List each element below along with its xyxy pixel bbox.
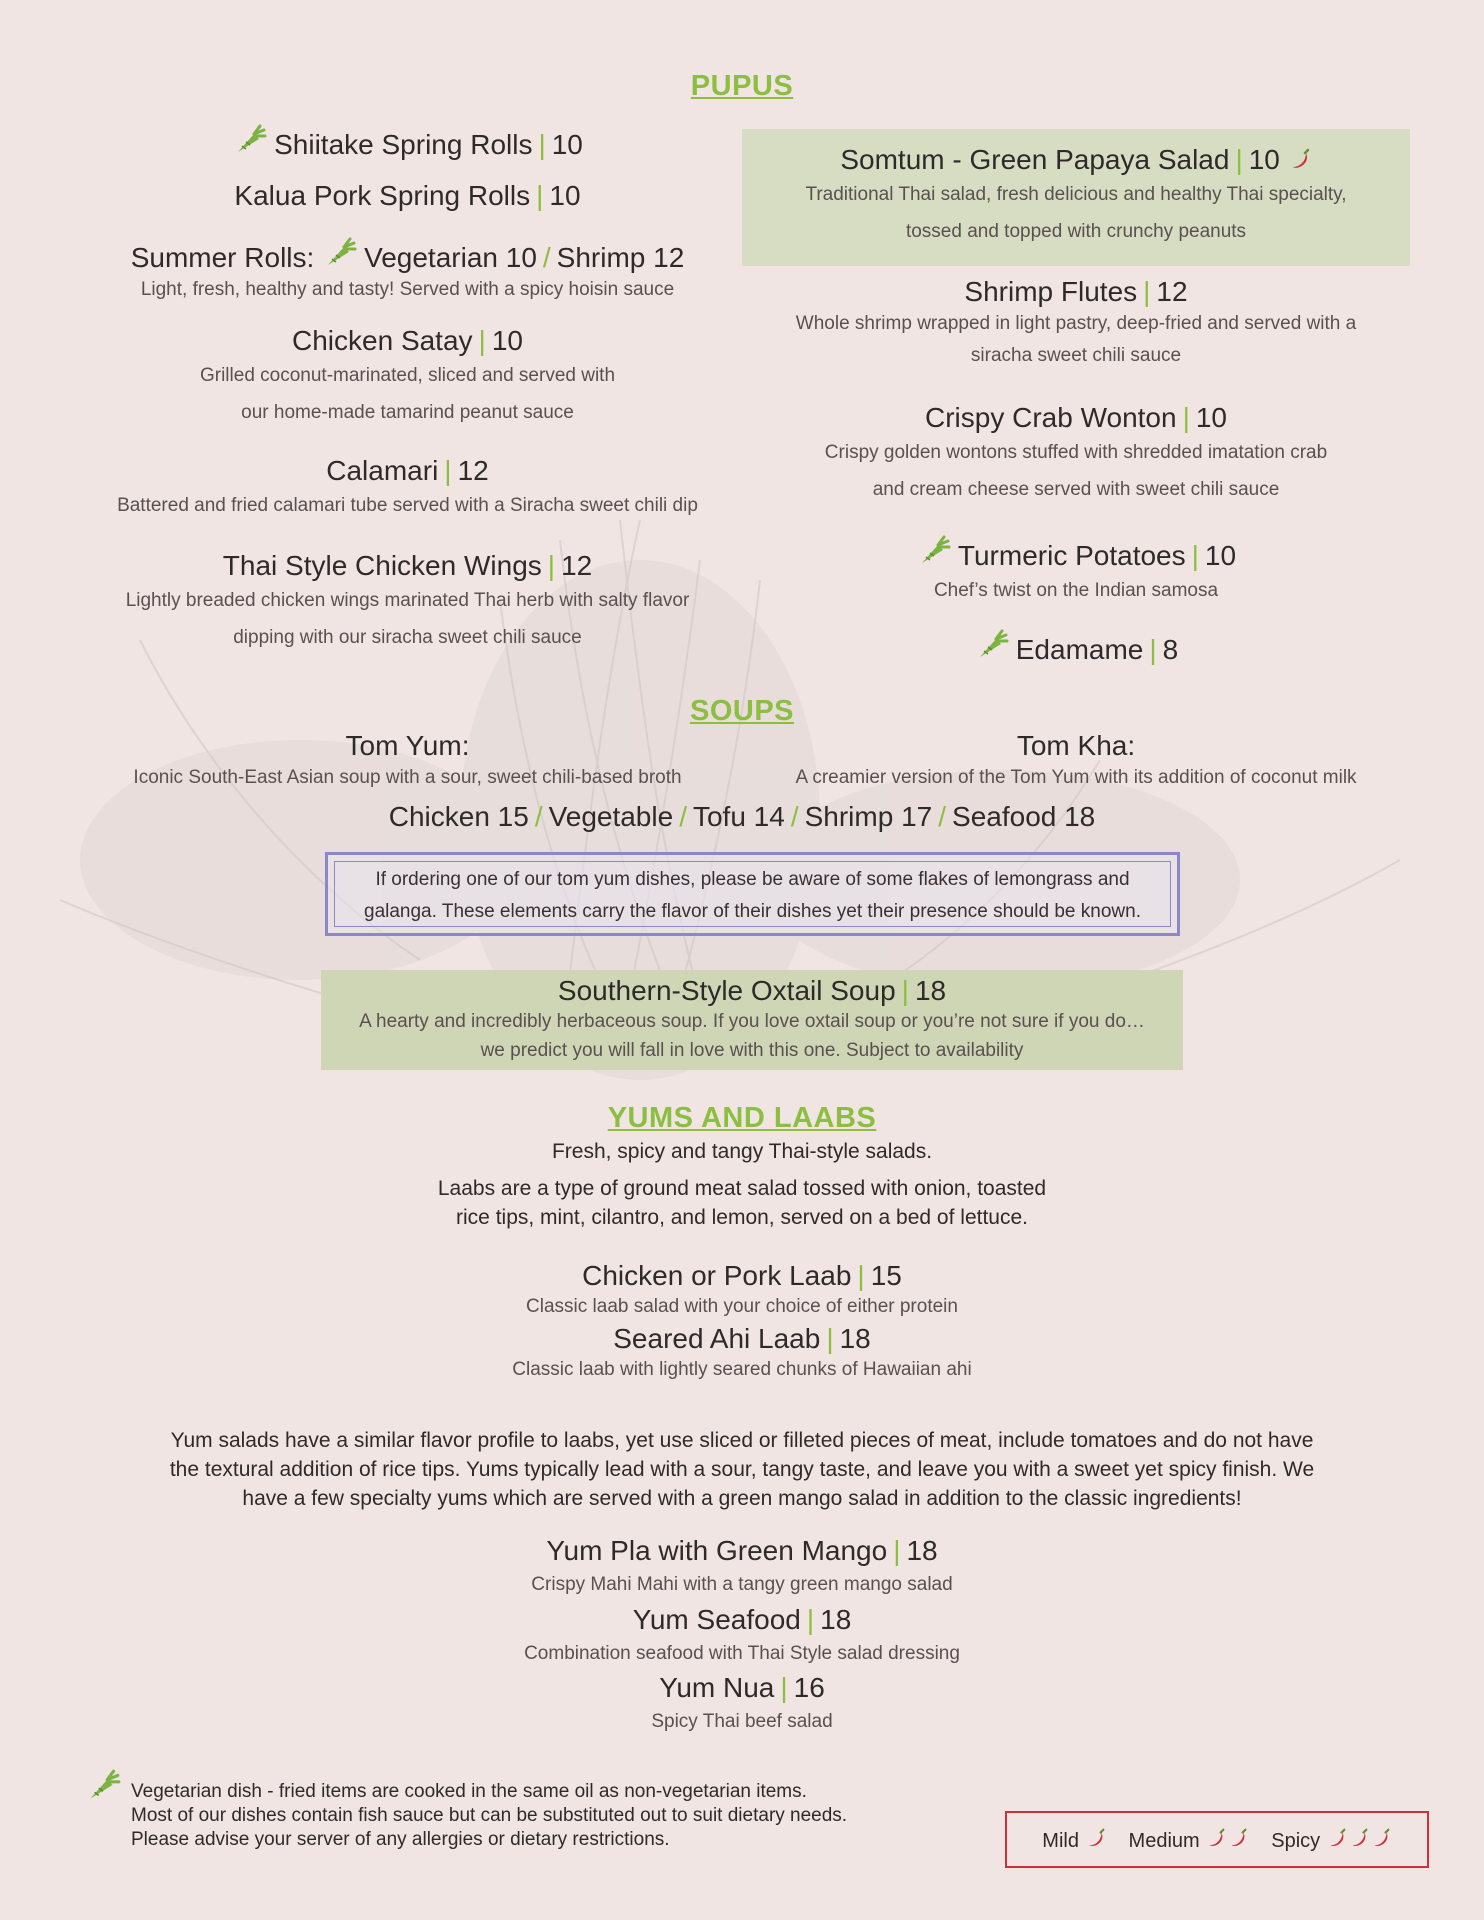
item-name: Shiitake Spring Rolls [274, 129, 533, 160]
item-description: Crispy Mahi Mahi with a tangy green mango salad [531, 1574, 953, 1595]
yum-intro-line3: have a few specialty yums which are served with a green mango salad in addition to the classic ingredients! [242, 1487, 1242, 1510]
laab-intro [0, 1174, 1484, 1232]
chili-icon [1326, 1827, 1348, 1849]
separator: | [1143, 276, 1151, 307]
yum-intro-line1: Yum salads have a similar flavor profile to laabs, yet use sliced or filleted pieces of meat, include tomatoes and do not have [170, 1429, 1314, 1452]
item-description: Battered and fried calamari tube served with a Siracha sweet chili dip [117, 495, 698, 516]
item-description: Light, fresh, healthy and tasty! Served with a spicy hoisin sauce [140, 279, 675, 300]
item-description-line2: dipping with our siracha sweet chili sauce [233, 627, 582, 648]
item-description-line2: tossed and topped with crunchy peanuts [905, 221, 1247, 242]
menu-item-edamame [742, 627, 1410, 666]
separator: | [1191, 540, 1199, 571]
item-price: 10 [549, 180, 581, 211]
option-shrimp: Shrimp 12 [556, 242, 685, 273]
item-name: Southern-Style Oxtail Soup [557, 975, 896, 1006]
item-name: Calamari [326, 455, 439, 486]
item-price: 18 [906, 1535, 938, 1566]
item-description: Classic laab salad with your choice of either protein [526, 1296, 958, 1317]
chili-icon [1205, 1827, 1227, 1849]
item-name: Yum Nua [659, 1672, 775, 1703]
separator: | [806, 1604, 815, 1635]
menu-item-shiitake-spring-rolls [40, 122, 775, 161]
section-title-soups: SOUPS [689, 695, 795, 727]
menu-item-crispy-crab-wonton [742, 402, 1410, 508]
item-price: 12 [561, 550, 593, 581]
yums-intro: Fresh, spicy and tangy Thai-style salads. [551, 1140, 933, 1163]
separator: | [901, 975, 909, 1006]
item-name: Shrimp Flutes [964, 276, 1138, 307]
item-name: Summer Rolls: [130, 242, 315, 273]
separator: | [538, 129, 546, 160]
legend-medium [1129, 1827, 1250, 1853]
yum-intro [60, 1426, 1424, 1513]
menu-item-thai-style-chicken-wings [40, 550, 775, 656]
item-description: A creamier version of the Tom Yum with its addition of coconut milk [795, 767, 1357, 788]
item-description: Combination seafood with Thai Style salad dressing [524, 1643, 960, 1664]
item-description-line2: we predict you will fall in love with this one. Subject to availability [480, 1040, 1024, 1061]
separator: | [1235, 144, 1243, 175]
item-name: Thai Style Chicken Wings [222, 550, 542, 581]
item-description-line1: Lightly breaded chicken wings marinated Thai herb with salty flavor [125, 590, 690, 611]
chili-icon [1227, 1827, 1249, 1849]
soup-tom-kha [742, 730, 1410, 794]
item-description-line1: Grilled coconut-marinated, sliced and served with [199, 365, 616, 386]
yum-intro-line2: the textural addition of rice tips. Yums typically lead with a sour, tangy taste, and leave you with a sweet yet spicy finish. We [169, 1458, 1315, 1481]
item-price: 10 [1248, 144, 1280, 175]
item-price: 18 [914, 975, 947, 1006]
item-price: 10 [1195, 402, 1227, 433]
lemongrass-notice-box [325, 852, 1180, 936]
item-name: Yum Seafood [632, 1604, 801, 1635]
footer-line3: Please advise your server of any allergies or dietary restrictions. [131, 1829, 670, 1850]
separator: | [478, 325, 486, 356]
menu-item-shrimp-flutes [742, 276, 1410, 372]
menu-item-yum-seafood [0, 1604, 1484, 1672]
item-description: Spicy Thai beef salad [651, 1711, 833, 1732]
menu-item-chicken-or-pork-laab [0, 1260, 1484, 1322]
item-name: Crispy Crab Wonton [924, 402, 1177, 433]
footer-line1: Vegetarian dish - fried items are cooked in the same oil as non-vegetarian items. [131, 1781, 807, 1802]
laab-intro-line1: Laabs are a type of ground meat salad tossed with onion, toasted [437, 1177, 1047, 1200]
option-vegetarian: Vegetarian 10 [364, 242, 537, 273]
menu-item-seared-ahi-laab [0, 1323, 1484, 1385]
item-description-line1: Crispy golden wontons stuffed with shredded imatation crab [824, 442, 1328, 463]
footer-notes [131, 1780, 847, 1852]
item-name: Tom Kha: [1016, 730, 1136, 761]
item-name: Turmeric Potatoes [957, 540, 1186, 571]
item-name: Seared Ahi Laab [613, 1323, 821, 1354]
notice-line1: If ordering one of our tom yum dishes, please be aware of some flakes of lemongrass and [375, 869, 1130, 890]
item-price: 12 [457, 455, 489, 486]
item-description-line2: siracha sweet chili sauce [970, 345, 1182, 366]
notice-line2: galanga. These elements carry the flavor of their dishes yet their presence should be known. [364, 901, 1141, 922]
item-description-line1: Whole shrimp wrapped in light pastry, deep-fried and served with a [795, 313, 1357, 334]
menu-item-kalua-pork-spring-rolls [40, 180, 775, 212]
footer-line2: Most of our dishes contain fish sauce but can be substituted out to suit dietary needs. [131, 1805, 848, 1826]
separator: | [893, 1535, 901, 1566]
item-price: 12 [1156, 276, 1188, 307]
menu-item-calamari [40, 455, 775, 524]
item-price: 18 [839, 1323, 871, 1354]
option-chicken: Chicken 15 [388, 801, 529, 832]
separator: | [547, 550, 556, 581]
item-price: 8 [1162, 634, 1179, 665]
laab-intro-line2: rice tips, mint, cilantro, and lemon, served on a bed of lettuce. [456, 1206, 1028, 1229]
chili-icon [1370, 1827, 1392, 1849]
separator: | [780, 1672, 788, 1703]
item-description: Iconic South-East Asian soup with a sour, sweet chili-based broth [133, 767, 682, 788]
item-description-line2: and cream cheese served with sweet chili sauce [872, 479, 1280, 500]
item-price: 18 [820, 1604, 852, 1635]
slash-separator: / [534, 801, 543, 832]
item-name: Somtum - Green Papaya Salad [840, 144, 1230, 175]
legend-spicy [1271, 1827, 1391, 1853]
item-name: Edamame [1015, 634, 1144, 665]
menu-item-somtum [742, 144, 1410, 250]
item-price: 16 [793, 1672, 825, 1703]
menu-item-summer-rolls [40, 235, 775, 306]
separator: | [536, 180, 544, 211]
item-price: 10 [491, 325, 523, 356]
menu-item-yum-nua [0, 1672, 1484, 1740]
carrot-icon [916, 533, 952, 569]
separator: | [826, 1323, 834, 1354]
slash-separator: / [679, 801, 687, 832]
slash-separator: / [790, 801, 799, 832]
item-description-line2: our home-made tamarind peanut sauce [241, 402, 574, 423]
separator: | [1182, 402, 1190, 433]
item-name: Tom Yum: [345, 730, 470, 761]
chili-icon [1348, 1827, 1370, 1849]
option-seafood: Seafood 18 [952, 801, 1096, 832]
soup-oxtail [321, 975, 1183, 1065]
item-name: Chicken Satay [292, 325, 473, 356]
item-description-line1: Traditional Thai salad, fresh delicious and healthy Thai specialty, [805, 184, 1347, 205]
item-description: Classic laab with lightly seared chunks of Hawaiian ahi [512, 1359, 972, 1380]
legend-mild [1042, 1827, 1106, 1853]
item-description: Chef’s twist on the Indian samosa [933, 580, 1219, 601]
section-title-yums-and-laabs: YUMS AND LAABS [607, 1102, 877, 1134]
item-description-line1: A hearty and incredibly herbaceous soup. If you love oxtail soup or you’re not sure if you do… [359, 1011, 1145, 1032]
legend-spicy-label: Spicy [1271, 1829, 1321, 1852]
option-vegetable: Vegetable [548, 801, 674, 832]
separator: | [444, 455, 452, 486]
separator: | [1149, 634, 1157, 665]
carrot-icon [84, 1767, 122, 1805]
soup-tom-yum [40, 730, 775, 794]
menu-item-turmeric-potatoes [742, 533, 1410, 609]
slash-separator: / [938, 801, 947, 832]
section-title-pupus: PUPUS [690, 70, 794, 102]
legend-mild-label: Mild [1042, 1829, 1079, 1852]
carrot-icon [232, 122, 268, 158]
item-price: 15 [870, 1260, 902, 1291]
chili-icon [1288, 147, 1312, 171]
option-shrimp: Shrimp 17 [804, 801, 933, 832]
item-price: 10 [551, 129, 583, 160]
item-price: 10 [1204, 540, 1237, 571]
item-name: Yum Pla with Green Mango [546, 1535, 888, 1566]
soup-protein-options [0, 801, 1484, 833]
carrot-icon [974, 627, 1010, 663]
separator: | [857, 1260, 865, 1291]
chili-icon [1085, 1827, 1107, 1849]
item-name: Kalua Pork Spring Rolls [234, 180, 531, 211]
option-tofu: Tofu 14 [692, 801, 785, 832]
carrot-icon [322, 235, 358, 271]
menu-item-yum-pla [0, 1535, 1484, 1603]
menu-item-chicken-satay [40, 325, 775, 431]
item-name: Chicken or Pork Laab [582, 1260, 852, 1291]
slash-separator: / [542, 242, 551, 273]
legend-medium-label: Medium [1128, 1829, 1200, 1852]
spice-legend [1005, 1811, 1429, 1868]
